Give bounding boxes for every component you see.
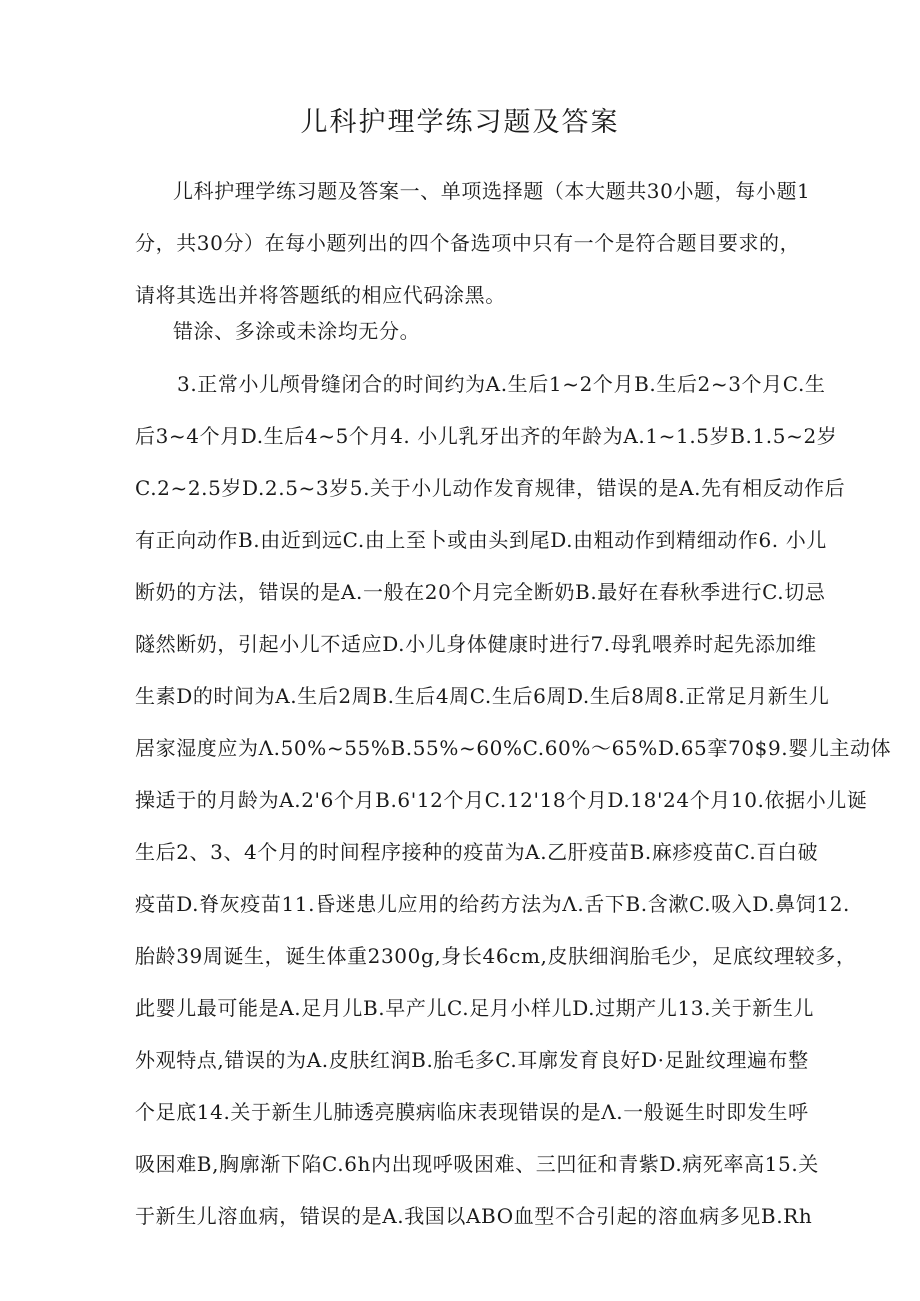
- question-line: 隧然断奶，引起小儿不适应D.小儿身体健康时进行7.母乳喂养时起先添加维: [135, 632, 817, 656]
- question-line: 吸困难B,胸廓渐下陷C.6h内出现呼吸困难、三凹征和青紫D.病死率高15.关: [135, 1152, 819, 1176]
- intro-line: 请将其选出并将答题纸的相应代码涂黑。: [135, 283, 506, 307]
- intro-line: 分，共30分）在每小题列出的四个备选项中只有一个是符合题目要求的，: [135, 231, 801, 255]
- question-line: 3.正常小儿颅骨缝闭合的时间约为A.生后1~2个月B.生后2~3个月C.生: [177, 372, 826, 396]
- question-line: 疫苗D.脊灰疫苗11.昏迷患儿应用的给药方法为Λ.舌下B.含漱C.吸入D.鼻饲12.: [135, 892, 850, 916]
- question-line: 后3~4个月D.生后4~5个月4. 小儿乳牙出齐的年龄为A.1~1.5岁B.1.5~2岁: [135, 424, 838, 448]
- question-line: 此婴儿最可能是A.足月儿B.早产儿C.足月小样儿D.过期产儿13.关于新生儿: [135, 996, 815, 1020]
- question-line: 外观特点,错误的为A.皮肤红润B.胎毛多C.耳廓发育良好D·足趾纹理遍布整: [135, 1048, 809, 1072]
- question-line: 生素D的时间为A.生后2周B.生后4周C.生后6周D.生后8周8.正常足月新生儿: [135, 684, 830, 708]
- question-line: 个足底14.关于新生儿肺透亮膜病临床表现错误的是Λ.一般诞生时即发生呼: [135, 1100, 809, 1124]
- question-line: 生后2、3、4个月的时间程序接种的疫苗为A.乙肝疫苗B.麻疹疫苗C.百白破: [135, 840, 819, 864]
- intro-line: 儿科护理学练习题及答案一、单项选择题（本大题共30小题，每小题1: [173, 179, 811, 203]
- question-line: 于新生儿溶血病，错误的是A.我国以ABO血型不合引起的溶血病多见B.Rh: [135, 1204, 813, 1228]
- question-line: 胎龄39周诞生，诞生体重2300g,身长46cm,皮肤细润胎毛少，足底纹理较多，: [135, 944, 857, 968]
- document-title: 儿科护理学练习题及答案: [300, 107, 620, 138]
- scoring-note: [135, 305, 785, 357]
- intro-paragraph: [135, 165, 811, 321]
- question-line: 有正向动作B.由近到远C.由上至卜或由头到尾D.由粗动作到精细动作6. 小儿: [135, 528, 827, 552]
- question-paragraph: [135, 358, 892, 1242]
- note-line: 错涂、多涂或未涂均无分。: [173, 319, 421, 343]
- question-line: 断奶的方法，错误的是A.一般在20个月完全断奶B.最好在春秋季进行C.切忌: [135, 580, 826, 604]
- question-line: C.2~2.5岁D.2.5~3岁5.关于小儿动作发育规律，错误的是A.先有相反动作后: [135, 476, 846, 500]
- question-line: 操适于的月龄为A.2'6个月B.6'12个月C.12'18个月D.18'24个月10.依据小儿诞: [135, 788, 868, 812]
- question-line: 居家湿度应为Λ.50%~55%B.55%~60%C.60%～65%D.65挛70$9.婴儿主动体: [135, 736, 892, 760]
